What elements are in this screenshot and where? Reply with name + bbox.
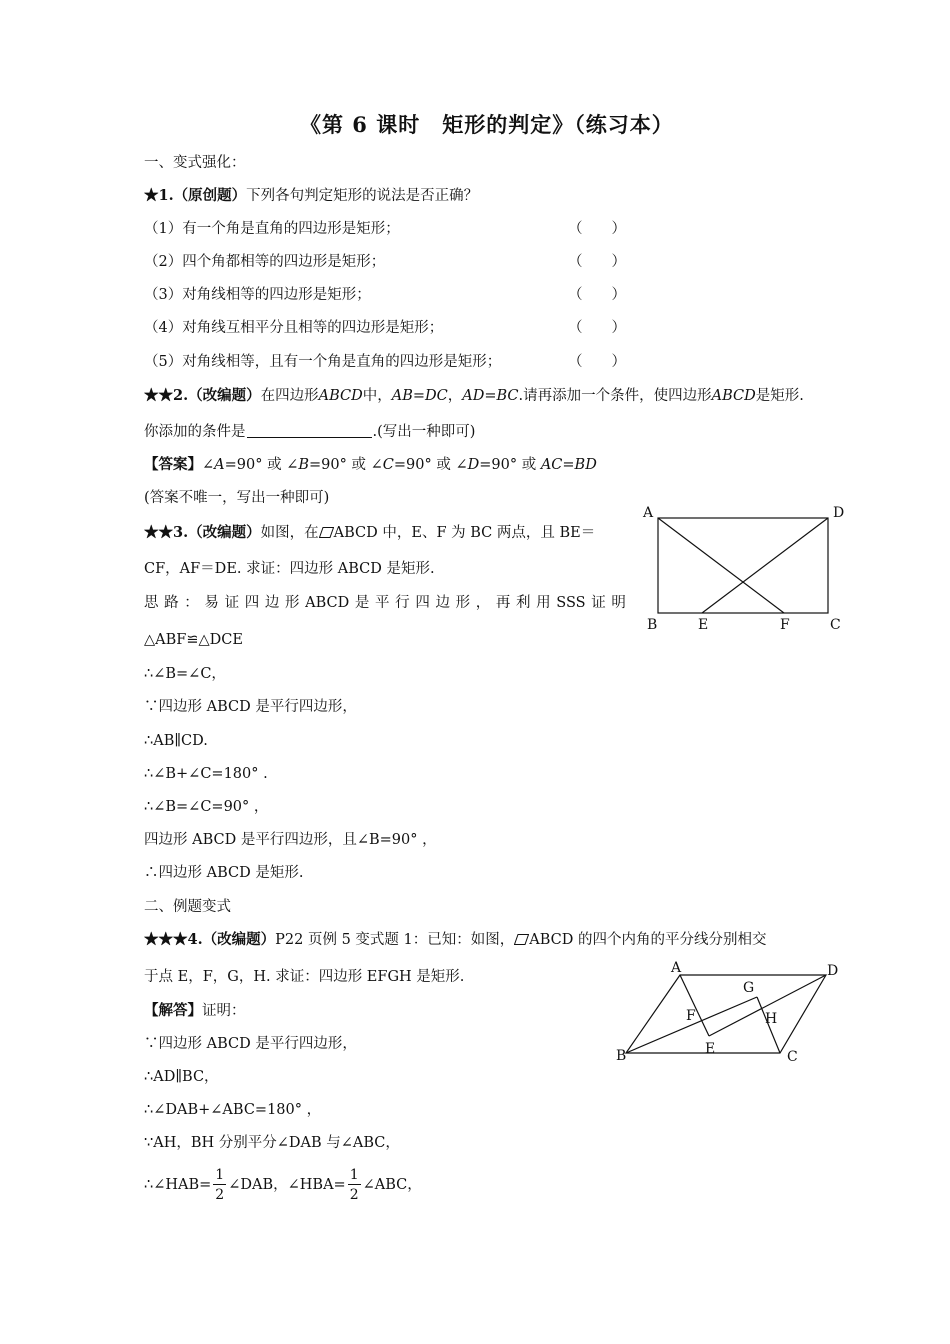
label-e: E <box>705 1041 716 1057</box>
q4-proof-line: ∵AH，BH 分别平分∠DAB 与∠ABC， <box>144 1135 400 1151</box>
q2-ans-text: ∠ <box>455 457 468 473</box>
q4-text: ∠ABC， <box>362 1176 422 1193</box>
question-1-stem <box>144 189 478 204</box>
q3-idea-char: ： <box>184 595 199 611</box>
q2-text: ， <box>447 388 463 404</box>
answer-label: 【答案】 <box>144 456 202 473</box>
q3-idea-char: 边 <box>435 595 450 611</box>
answer-blank[interactable] <box>247 424 372 438</box>
q3-idea-char: 行 <box>395 595 410 611</box>
q3-idea-char: 形 <box>284 595 300 611</box>
q1-item-text: （5）对角线相等，且有一个角是直角的四边形是矩形； <box>144 354 502 370</box>
q3-proof-line: ∵四边形 ABCD 是平行四边形， <box>144 699 357 715</box>
q2-note: (答案不唯一，写出一种即可) <box>144 490 330 506</box>
q2-text: 你添加的条件是 <box>144 424 246 440</box>
q4-proof-line: ∴∠DAB+∠ABC=180° ， <box>144 1102 322 1118</box>
q3-idea-char: 思 <box>144 595 159 611</box>
q2-text: .请再添加一个条件，使四边形 <box>518 388 712 404</box>
q2-ans-text: =90° 或 <box>479 457 537 473</box>
label-f: F <box>780 617 790 633</box>
fraction-denominator: 2 <box>349 1187 359 1203</box>
q2-ans-text: ∠ <box>370 457 383 473</box>
page-title: 《第 6 课时 矩形的判定》（练习本） <box>300 112 674 137</box>
rectangle-abcd <box>658 518 828 613</box>
q3-idea-char: 路 <box>164 595 179 611</box>
q3-text: 如图，在 <box>260 525 319 541</box>
q3-proof-line: 四边形 ABCD 是平行四边形，且∠B=90° ， <box>144 832 437 848</box>
q1-item-text: （3）对角线相等的四边形是矩形； <box>144 287 371 303</box>
label-d: D <box>833 505 845 521</box>
label-f: F <box>686 1008 696 1024</box>
q3-stars: ★★3. <box>144 524 189 541</box>
q2-ans-text: =90° 或 <box>224 457 282 473</box>
answer-paren: （ ） <box>568 254 626 270</box>
q3-proof-line: △ABF≌△DCE <box>144 632 243 648</box>
q3-idea <box>144 596 626 611</box>
q3-idea-char: 易 <box>204 595 219 611</box>
q1-item-1 <box>144 222 626 237</box>
q2-text: 在四边形 <box>260 388 319 404</box>
q4-tag: （改编题） <box>202 931 276 948</box>
q3-proof-line: ∴∠B+∠C=180° . <box>144 766 268 782</box>
q4-stars: ★★★4. <box>144 931 203 948</box>
label-b: B <box>647 617 658 633</box>
q2-fill-line <box>144 424 475 440</box>
q4-text: P22 页例 5 变式题 1：已知：如图， <box>275 932 515 948</box>
q1-stem-text: 下列各句判定矩形的说法是否正确？ <box>246 188 479 204</box>
fraction-numerator: 1 <box>349 1167 359 1183</box>
answer-paren: （ ） <box>568 320 626 336</box>
label-a: A <box>643 505 654 521</box>
q2-ans-text: =90° 或 <box>393 457 451 473</box>
question-4-stem-line2: 于点 E，F，G，H. 求证：四边形 EFGH 是矩形. <box>144 969 465 985</box>
q3-idea-char: 平 <box>375 595 390 611</box>
q2-math: ABCD <box>318 388 363 404</box>
q2-ans-text: =90° 或 <box>309 457 366 473</box>
q2-ans-text: ∠ <box>286 457 299 473</box>
q1-stars: ★1. <box>144 187 174 204</box>
label-d: D <box>827 963 839 979</box>
question-4-stem-line1 <box>144 933 766 948</box>
q3-idea-char: 四 <box>244 595 260 611</box>
q4-parallelogram-figure <box>612 958 852 1064</box>
fraction-half <box>213 1168 226 1202</box>
q3-idea-char: 边 <box>264 595 280 611</box>
label-g: G <box>743 980 755 996</box>
q3-idea-char: 证 <box>591 595 606 611</box>
q3-tag: （改编题） <box>188 524 261 541</box>
q2-math: AB=DC <box>391 388 448 404</box>
q3-rectangle-figure <box>640 500 860 635</box>
parallelogram-abcd <box>626 975 826 1053</box>
q3-idea-char: 利 <box>516 595 531 611</box>
section-heading-2: 二、例题变式 <box>144 899 231 915</box>
label-h: H <box>765 1011 778 1027</box>
q4-solution-label <box>144 1004 246 1019</box>
section-heading-1: 一、变式强化： <box>144 155 246 171</box>
q4-proof-line: ∴AD∥BC， <box>144 1069 219 1085</box>
q4-proof-line: ∵四边形 ABCD 是平行四边形， <box>144 1036 357 1052</box>
label-a: A <box>671 960 682 976</box>
segment-ae <box>680 975 709 1036</box>
q1-item-text: （1）有一个角是直角的四边形是矩形； <box>144 221 400 237</box>
answer-paren: （ ） <box>568 287 626 303</box>
q2-ans-math: B <box>298 457 310 473</box>
q4-text: 证明： <box>202 1003 246 1019</box>
parallelogram-icon <box>319 527 334 538</box>
question-2-stem <box>144 389 804 404</box>
parallelogram-icon <box>514 934 529 945</box>
q1-tag: （原创题） <box>173 187 247 204</box>
q2-text: 是矩形. <box>755 388 804 404</box>
label-c: C <box>830 617 841 633</box>
q2-tag: （改编题） <box>188 387 261 404</box>
q4-text: ABCD 的四个内角的平分线分别相交 <box>529 932 767 948</box>
q3-proof-line: ∴∠B=∠C=90° ， <box>144 799 269 815</box>
q4-text: ∴∠HAB= <box>144 1176 212 1193</box>
label-b: B <box>616 1048 627 1064</box>
fraction-half <box>348 1168 361 1202</box>
q3-proof-line: ∴AB∥CD. <box>144 733 208 749</box>
q2-stars: ★★2. <box>144 387 189 404</box>
answer-paren: （ ） <box>568 221 626 237</box>
q3-idea-char: 用 <box>536 595 551 611</box>
q2-ans-math: C <box>382 457 394 473</box>
q3-idea-char: 再 <box>495 595 511 611</box>
q3-proof-line: ∴∠B=∠C， <box>144 666 226 682</box>
q3-idea-char: ABCD <box>305 595 350 611</box>
answer-paren: （ ） <box>568 354 626 370</box>
q3-idea-char: 是 <box>354 595 370 611</box>
q2-ans-math: D <box>467 457 480 473</box>
q1-item-text: （4）对角线互相平分且相等的四边形是矩形； <box>144 320 444 336</box>
q4-proof-line-fractions <box>144 1168 422 1202</box>
q3-idea-char: ， <box>475 595 491 611</box>
q2-answer <box>144 458 597 473</box>
q2-math: AD=BC <box>462 388 519 404</box>
q2-text: 中， <box>362 388 392 404</box>
q1-item-5 <box>144 355 626 370</box>
q3-text: ABCD 中，E、F 为 BC 两点，且 BE＝ <box>333 525 596 541</box>
q4-text: ∠DAB，∠HBA= <box>228 1176 346 1193</box>
q2-ans-math: AC=BD <box>540 457 597 473</box>
q1-item-text: （2）四个角都相等的四边形是矩形； <box>144 254 386 270</box>
q1-item-4 <box>144 321 626 336</box>
question-3-stem-line2: CF，AF＝DE. 求证：四边形 ABCD 是矩形. <box>144 561 435 577</box>
fraction-denominator: 2 <box>215 1187 225 1203</box>
question-3-stem-line1 <box>144 526 595 541</box>
q2-math: ABCD <box>711 388 756 404</box>
label-c: C <box>787 1049 798 1064</box>
q2-ans-math: A <box>214 457 225 473</box>
q3-idea-char: SSS <box>556 595 586 611</box>
fraction-numerator: 1 <box>215 1167 225 1183</box>
label-e: E <box>698 617 709 633</box>
q2-ans-text: ∠ <box>202 457 215 473</box>
q3-idea-char: 形 <box>455 595 471 611</box>
q3-idea-char: 明 <box>611 595 626 611</box>
q3-idea-char: 四 <box>415 595 430 611</box>
q1-item-3 <box>144 288 626 303</box>
q3-idea-char: 证 <box>224 595 240 611</box>
q1-item-2 <box>144 255 626 270</box>
solution-label: 【解答】 <box>144 1002 202 1019</box>
q2-text: .(写出一种即可) <box>372 424 476 440</box>
q3-proof-line: ∴四边形 ABCD 是矩形. <box>144 865 304 881</box>
